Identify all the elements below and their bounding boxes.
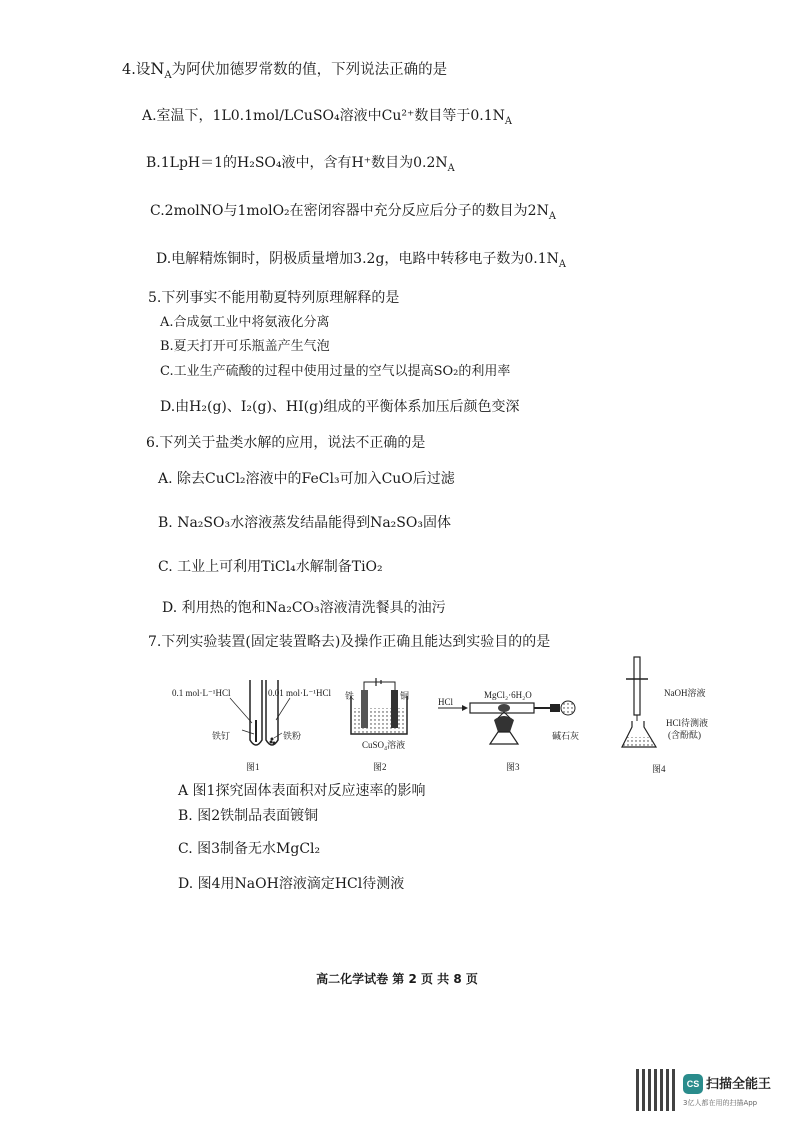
fig2-caption: 图2 [373,762,387,772]
q6-stem: 6.下列关于盐类水解的应用，说法不正确的是 [146,435,426,451]
figure-2-electroplating [345,678,415,740]
figure-4-titration [618,655,668,753]
q6-option-c: C. 工业上可利用TiCl₄水解制备TiO₂ [158,559,383,575]
q7-option-c: C. 图3制备无水MgCl₂ [178,841,321,857]
q5-stem: 5.下列事实不能用勒夏特列原理解释的是 [148,290,400,306]
camscanner-logo-icon: CS [683,1074,703,1094]
fig1-label-left: 0.1 mol·L⁻¹HCl [172,688,231,698]
q4-option-c: C.2molNO与1molO₂在密闭容器中充分反应后分子的数目为$2N_A$ [150,203,556,222]
q7-option-a: A 图1探究固体表面积对反应速率的影响 [178,783,426,799]
q4-option-b: B.1LpH＝1的H₂SO₄液中，含有H⁺数目为$0.2N_A$ [146,155,455,174]
scanner-app-name: 扫描全能王 [706,1077,772,1092]
q6-option-d: D. 利用热的饱和Na₂CO₃溶液清洗餐具的油污 [162,600,446,616]
fig3-label-hcl: HCl [438,697,454,707]
fig3-label-salt: MgCl₂·6H₂O [484,690,532,700]
q5-option-c: C.工业生产硫酸的过程中使用过量的空气以提高SO₂的利用率 [160,364,511,379]
q4-stem: 4.设$N_A$为阿伏加德罗常数的值，下列说法正确的是 [122,59,448,81]
qr-code [636,1069,678,1111]
fig4-caption: 图4 [652,764,666,774]
fig2-label-fe: 铁 [345,691,355,701]
q5-option-d: D.由H₂(g)、I₂(g)、HI(g)组成的平衡体系加压后颜色变深 [160,399,520,415]
fig2-label-solution: CuSO₄溶液 [362,740,406,750]
fig1-label-nail: 铁钉 [212,731,231,741]
scanner-app-tagline: 3亿人都在用的扫描App [683,1099,758,1107]
q7-stem: 7.下列实验装置(固定装置略去)及操作正确且能达到实验目的的是 [148,634,551,650]
fig4-label-naoh: NaOH溶液 [664,688,706,698]
page-footer: 高二化学试卷 第 2 页 共 8 页 [316,972,478,986]
q4-option-d: D.电解精炼铜时，阴极质量增加3.2g，电路中转移电子数为$0.1N_A$ [156,251,566,270]
fig4-label-hcl: HCl待测液 [666,718,709,728]
fig2-label-cu: 铜 [400,691,410,701]
q4-option-a: A.室温下，1L0.1mol/LCuSO₄溶液中Cu²⁺数目等于$0.1N_A$ [142,108,512,127]
fig3-label-lime: 碱石灰 [552,731,580,741]
fig1-label-right: 0.01 mol·L⁻¹HCl [268,688,331,698]
q6-option-a: A. 除去CuCl₂溶液中的FeCl₃可加入CuO后过滤 [158,471,455,487]
fig1-caption: 图1 [246,762,260,772]
q5-option-b: B.夏天打开可乐瓶盖产生气泡 [160,339,330,354]
fig1-label-powder: 铁粉 [283,731,302,741]
q5-option-a: A.合成氨工业中将氨液化分离 [160,315,330,330]
q6-option-b: B. Na₂SO₃水溶液蒸发结晶能得到Na₂SO₃固体 [158,515,451,531]
q7-option-d: D. 图4用NaOH溶液滴定HCl待测液 [178,876,405,892]
q7-option-b: B. 图2铁制品表面镀铜 [178,808,319,824]
fig4-label-indicator: (含酚酞) [668,730,701,740]
fig3-caption: 图3 [506,762,520,772]
